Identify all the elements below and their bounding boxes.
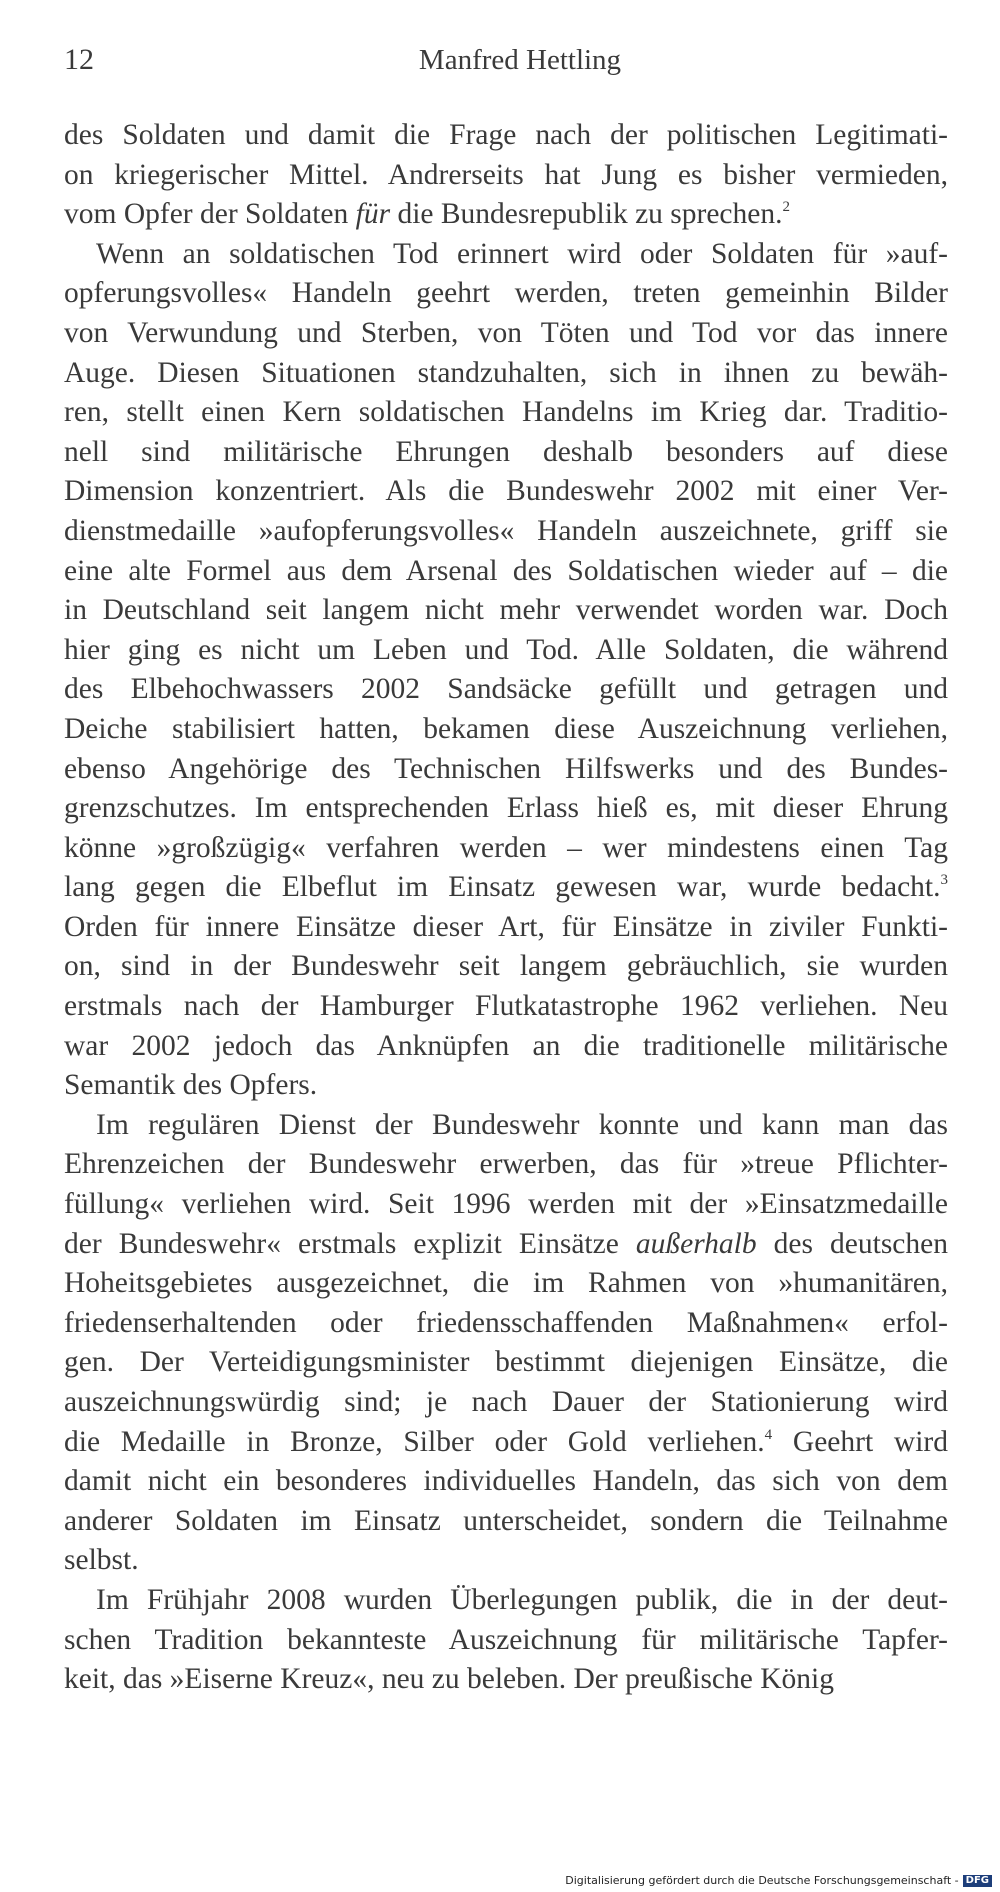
text-line: on, sind in der Bundeswehr seit langem gebräuchlich, sie wurden <box>64 950 948 983</box>
text-line: on kriegerischer Mittel. Andrerseits hat Jung es bisher vermieden, <box>64 158 948 191</box>
text-line: Hoheitsgebietes ausgezeichnet, die im Rahmen von »humanitären, <box>64 1267 948 1300</box>
text-line: Deiche stabilisiert hatten, bekamen diese Auszeichnung verliehen, <box>64 712 948 745</box>
text-line: auszeichnungswürdig sind; je nach Dauer der Stationierung wird <box>64 1386 948 1418</box>
text-line: des Elbehochwassers 2002 Sandsäcke gefüllt und getragen und <box>64 673 948 706</box>
page-number: 12 <box>64 43 94 76</box>
text-line: ren, stellt einen Kern soldatischen Handelns im Krieg dar. Traditio- <box>64 396 948 429</box>
text-line: dienstmedaille »aufopferungsvolles« Handeln auszeichnete, griff sie <box>64 514 948 547</box>
paragraph <box>64 1581 948 1700</box>
text-line: Orden für innere Einsätze dieser Art, für Einsätze in ziviler Funkti- <box>64 910 948 943</box>
text-line: keit, das »Eiserne Kreuz«, neu zu beleben. Der preußische König <box>64 1663 834 1696</box>
text-line: Dimension konzentriert. Als die Bundeswehr 2002 mit einer Ver- <box>64 475 948 508</box>
running-head: Manfred Hettling <box>418 44 622 76</box>
text-line: Ehrenzeichen der Bundeswehr erwerben, das für »treue Pflichter- <box>64 1148 948 1181</box>
paragraph <box>64 116 948 235</box>
credit-text: Digitalisierung gefördert durch die Deutsche Forschungsgemeinschaft - <box>565 1874 959 1887</box>
dfg-logo: DFG <box>963 1875 992 1887</box>
text-line: Auge. Diesen Situationen standzuhalten, sich in ihnen zu bewäh- <box>64 356 948 389</box>
text-line: grenzschutzes. Im entsprechenden Erlass hieß es, mit dieser Ehrung <box>64 792 948 825</box>
text-line: lang gegen die Elbeflut im Einsatz gewesen war, wurde bedacht.$^3$ <box>64 871 948 904</box>
paragraph <box>64 1106 948 1581</box>
text-line: könne »großzügig« verfahren werden – wer mindestens einen Tag <box>64 831 948 864</box>
text-line: erstmals nach der Hamburger Flutkatastrophe 1962 verliehen. Neu <box>64 990 948 1023</box>
text-line: Im Frühjahr 2008 wurden Überlegungen publik, die in der deut- <box>96 1583 948 1616</box>
text-line: ebenso Angehörige des Technischen Hilfswerks und des Bundes- <box>64 752 948 785</box>
text-line: der Bundeswehr« erstmals explizit Einsätze außerhalb des deutschen <box>64 1227 948 1260</box>
text-line: füllung« verliehen wird. Seit 1996 werden mit der »Einsatzmedaille <box>64 1188 948 1221</box>
text-line: Wenn an soldatischen Tod erinnert wird oder Soldaten für »auf- <box>96 237 948 270</box>
text-line: nell sind militärische Ehrungen deshalb besonders auf diese <box>64 435 948 468</box>
text-line: gen. Der Verteidigungsminister bestimmt diejenigen Einsätze, die <box>64 1346 948 1379</box>
text-line: vom Opfer der Soldaten für die Bundesrepublik zu sprechen.$^2$ <box>64 198 790 231</box>
text-line: die Medaille in Bronze, Silber oder Gold verliehen.$^4$ Geehrt wird <box>64 1425 948 1458</box>
text-line: eine alte Formel aus dem Arsenal des Soldatischen wieder auf – die <box>64 554 948 587</box>
text-line: des Soldaten und damit die Frage nach der politischen Legitimati- <box>64 119 948 151</box>
text-line: war 2002 jedoch das Anknüpfen an die traditionelle militärische <box>64 1029 948 1062</box>
text-line: Semantik des Opfers. <box>64 1069 318 1102</box>
digitization-credit <box>565 1874 992 1888</box>
text-line: Im regulären Dienst der Bundeswehr konnte und kann man das <box>96 1108 948 1141</box>
body-text <box>64 116 948 1700</box>
text-line: selbst. <box>64 1544 139 1577</box>
text-line: in Deutschland seit langem nicht mehr verwendet worden war. Doch <box>64 594 948 627</box>
text-line: friedenserhaltenden oder friedensschaffenden Maßnahmen« erfol- <box>64 1306 948 1339</box>
text-line: von Verwundung und Sterben, von Töten und Tod vor das innere <box>64 316 948 349</box>
text-line: schen Tradition bekannteste Auszeichnung für militärische Tapfer- <box>64 1623 948 1656</box>
text-line: damit nicht ein besonderes individuelles Handeln, das sich von dem <box>64 1465 948 1498</box>
paragraph <box>64 235 948 1106</box>
text-line: opferungsvolles« Handeln geehrt werden, treten gemeinhin Bilder <box>64 277 948 310</box>
text-line: hier ging es nicht um Leben und Tod. Alle Soldaten, die während <box>64 633 948 666</box>
text-line: anderer Soldaten im Einsatz unterscheidet, sondern die Teilnahme <box>64 1504 948 1537</box>
